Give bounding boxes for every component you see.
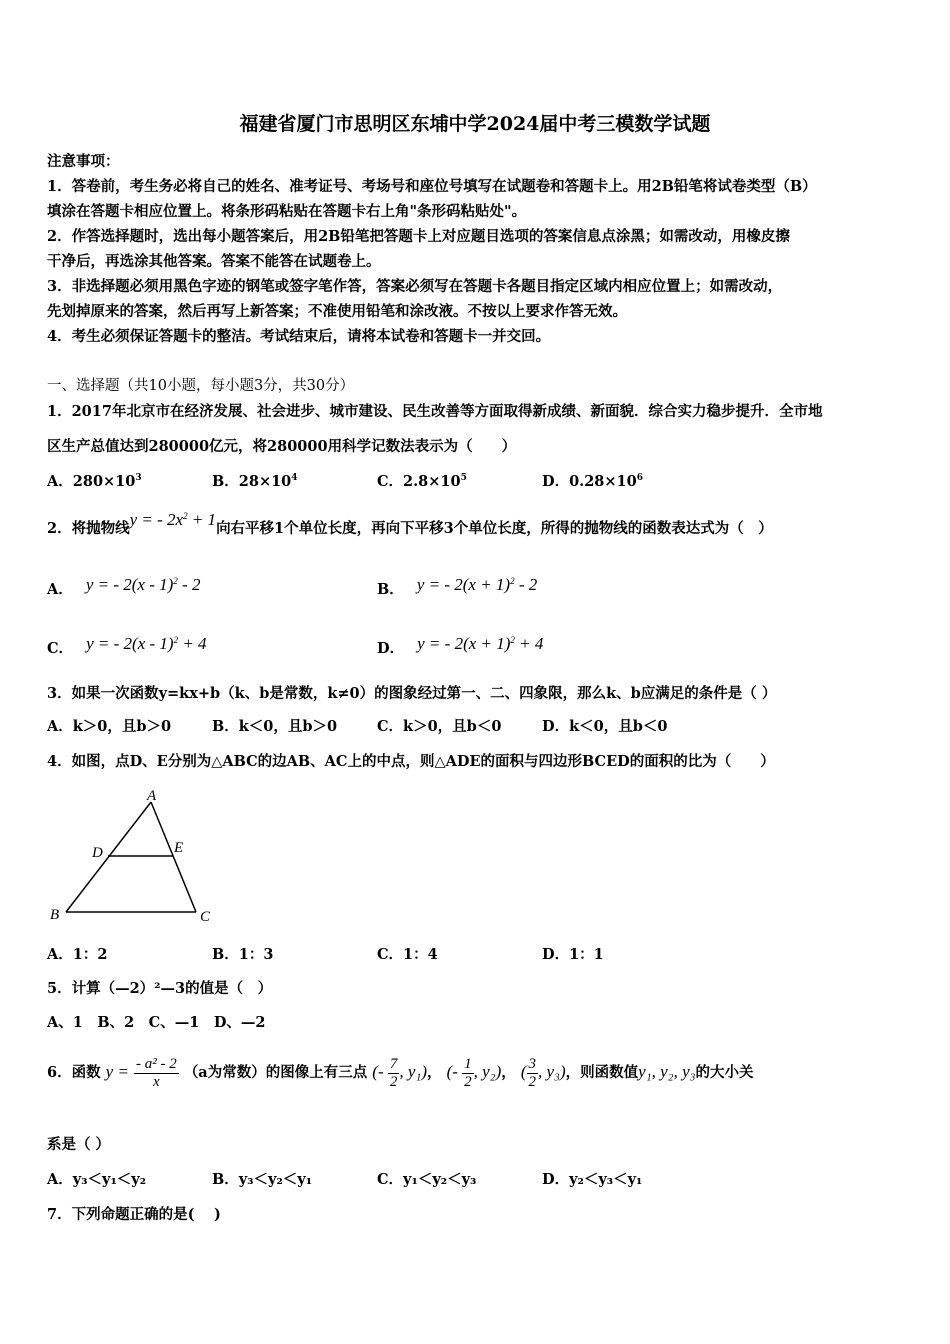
notice-line: 4．考生必须保证答题卡的整洁。考试结束后，请将本试卷和答题卡一并交回。 — [47, 328, 551, 345]
notice-line: 干净后，再选涂其他答案。答案不能答在试题卷上。 — [47, 253, 381, 270]
question-4-stem: 4．如图，点D、E分别为△ABC的边AB、AC上的中点，则△ADE的面积与四边形BCED的面积的比为（ ） — [47, 753, 775, 770]
question-1-stem: 1．2017年北京市在经济发展、社会进步、城市建设、民生改善等方面取得新成绩、新面貌．综合实力稳步提升．全市地 — [47, 403, 823, 420]
q6-option-d[interactable]: D．y₂＜y₃＜y₁ — [542, 1171, 643, 1188]
q2-option-a[interactable]: A． y = - 2(x - 1)$^2$ - 2 — [47, 575, 201, 598]
q1-option-b[interactable]: B．$28\times 10^4$ — [212, 473, 298, 490]
q3-option-d[interactable]: D．k＜0，且b＜0 — [542, 718, 668, 735]
q1-option-c[interactable]: C．$2.8\times 10^5$ — [377, 473, 467, 490]
q3-option-a[interactable]: A．k＞0，且b＞0 — [47, 718, 172, 735]
triangle-figure — [40, 785, 225, 930]
q1-option-d[interactable]: D．$0.28\times 10^6$ — [542, 473, 643, 490]
q6-point-2-x: $\frac{1}{2}$ — [464, 1055, 472, 1090]
question-7-stem: 7．下列命题正确的是( ) — [47, 1206, 221, 1223]
vertex-b-label: B — [50, 907, 60, 923]
section-heading: 一、选择题（共10小题，每小题3分，共30分） — [47, 378, 355, 394]
question-5-stem: 5．计算（—2）²—3的值是（ ） — [47, 980, 273, 997]
edge-ab — [66, 802, 151, 912]
notice-line: 2．作答选择题时，选出每小题答案后，用2B铅笔把答题卡上对应题目选项的答案信息点涂黑；如需改动，用橡皮擦 — [47, 228, 790, 245]
q5-options[interactable]: A、1 B、2 C、—1 D、—2 — [47, 1014, 266, 1031]
q2-option-c[interactable]: C． y = - 2(x - 1)$^2$ + 4 — [47, 634, 207, 657]
q6-option-b[interactable]: B．y₃＜y₂＜y₁ — [212, 1171, 313, 1188]
notice-line: 1．答卷前，考生务必将自己的姓名、准考证号、考场号和座位号填写在试题卷和答题卡上。用2B铅笔将试卷类型（B） — [47, 178, 817, 195]
q6-option-c[interactable]: C．y₁＜y₂＜y₃ — [377, 1171, 477, 1188]
notice-heading: 注意事项： — [47, 153, 120, 170]
question-6-stem: 6．函数 y = $\frac{\text{- a² - 2}}{x}$ （a为常数）的图像上有三点 (- $\frac{7}{2}$ , y₁)， (- $\frac{1}{2}$ , y₂)， ( $\frac{3}{2}$ , y₃)，则函数值y₁, y₂, y₃的大小关 — [47, 1055, 754, 1090]
question-2-stem: 2．将抛物线y = - $2x^2 + 1$向右平移1个单位长度，再向下平移3个单位长度，所得的抛物线的函数表达式为（ ） — [47, 510, 773, 537]
q6-point-1-x: $\frac{7}{2}$ — [389, 1055, 398, 1090]
page-title: 福建省厦门市思明区东埔中学2024届中考三模数学试题 — [239, 113, 711, 135]
question-6-stem-cont: 系是（ ） — [47, 1136, 111, 1153]
notice-line: 先划掉原来的答案，然后再写上新答案；不准使用铅笔和涂改液。不按以上要求作答无效。 — [47, 303, 627, 320]
q4-option-d[interactable]: D．1：1 — [542, 946, 604, 963]
q6-option-a[interactable]: A．y₃＜y₁＜y₂ — [47, 1171, 147, 1188]
notice-line: 填涂在答题卡相应位置上。将条形码粘贴在答题卡右上角"条形码粘贴处"。 — [47, 203, 527, 220]
q4-option-a[interactable]: A．1：2 — [47, 946, 108, 963]
question-3-stem: 3．如果一次函数y=kx+b（k、b是常数，k≠0）的图象经过第一、二、四象限，那么k、b应满足的条件是（ ） — [47, 685, 777, 702]
q6-point-3-x: $\frac{3}{2}$ — [528, 1055, 537, 1090]
q2-option-d[interactable]: D． y = - $2(x + 1)^2 + 4$ — [377, 634, 544, 657]
question-1-stem-cont: 区生产总值达到280000亿元，将280000用科学记数法表示为（ ） — [47, 438, 517, 455]
q3-option-b[interactable]: B．k＜0，且b＞0 — [212, 718, 338, 735]
edge-ac — [151, 802, 196, 912]
q1-option-a[interactable]: A．$280\times 10^3$ — [47, 473, 142, 490]
q2-option-b[interactable]: B． y = - $2(x + 1)^2 - 2$ — [377, 575, 538, 598]
q4-option-b[interactable]: B．1：3 — [212, 946, 274, 963]
vertex-a-label: A — [147, 788, 157, 804]
vertex-e-label: E — [174, 840, 184, 856]
vertex-c-label: C — [200, 909, 211, 925]
q4-option-c[interactable]: C．1：4 — [377, 946, 438, 963]
q3-option-c[interactable]: C．k＞0，且b＜0 — [377, 718, 502, 735]
notice-line: 3．非选择题必须用黑色字迹的钢笔或签字笔作答，答案必须写在答题卡各题目指定区域内相应位置上；如需改动， — [47, 278, 783, 295]
q6-function-fraction: $\frac{\text{- a² - 2}}{x}$ — [136, 1055, 177, 1090]
vertex-d-label: D — [92, 845, 103, 861]
